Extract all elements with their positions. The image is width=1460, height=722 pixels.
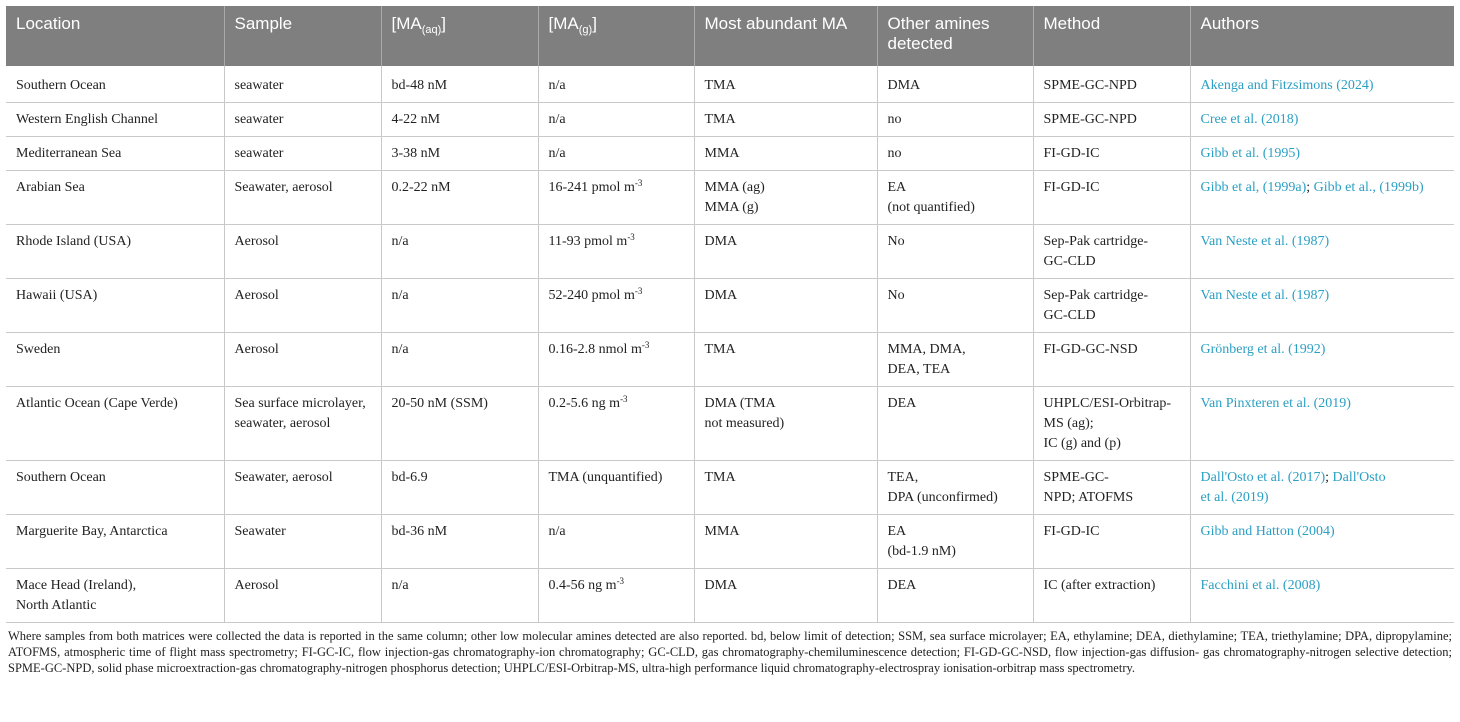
- column-header-text: Method: [1043, 14, 1101, 33]
- cell-method-line: NPD; ATOFMS: [1043, 490, 1134, 505]
- cell-authors: [1190, 387, 1454, 461]
- cell-sample: [224, 333, 381, 387]
- cell-other-amines-line: DEA: [887, 396, 917, 411]
- citation-link[interactable]: et al. (2019): [1200, 490, 1269, 505]
- cell-sample-line: Seawater, aerosol: [234, 180, 333, 195]
- cell-most-abundant-ma-line: MMA (ag): [704, 180, 765, 195]
- cell-location-line: Southern Ocean: [16, 470, 106, 485]
- cell-ma-g: [538, 461, 694, 515]
- cell-ma-g-unit-exponent: -3: [620, 394, 628, 404]
- cell-ma-g: [538, 66, 694, 103]
- cell-ma-g-value: n/a: [548, 146, 566, 161]
- cell-ma-aq: [381, 225, 538, 279]
- cell-location: [6, 333, 224, 387]
- cell-method-line: IC (g) and (p): [1043, 436, 1121, 451]
- citation-link[interactable]: Cree et al. (2018): [1200, 112, 1299, 127]
- cell-other-amines-line: EA: [887, 180, 907, 195]
- cell-authors: [1190, 515, 1454, 569]
- cell-sample: [224, 461, 381, 515]
- cell-ma-aq-line: bd-48 nM: [391, 78, 448, 93]
- cell-ma-aq: [381, 569, 538, 623]
- table-row: [6, 333, 1454, 387]
- cell-sample-line: Sea surface microlayer,: [234, 396, 366, 411]
- table-row: [6, 66, 1454, 103]
- cell-sample: [224, 569, 381, 623]
- cell-other-amines: [877, 279, 1033, 333]
- cell-sample: [224, 103, 381, 137]
- cell-ma-aq: [381, 137, 538, 171]
- cell-authors: [1190, 279, 1454, 333]
- cell-other-amines: [877, 569, 1033, 623]
- cell-ma-g-unit-exponent: -3: [641, 340, 650, 350]
- column-header-text: Location: [16, 14, 81, 33]
- cell-sample-line: Aerosol: [234, 234, 279, 249]
- cell-other-amines: [877, 225, 1033, 279]
- cell-authors: [1190, 333, 1454, 387]
- cell-ma-aq: [381, 103, 538, 137]
- cell-other-amines: [877, 515, 1033, 569]
- citation-link[interactable]: Van Neste et al. (1987): [1200, 234, 1330, 249]
- cell-ma-aq: [381, 333, 538, 387]
- cell-most-abundant-ma-line: DMA (TMA: [704, 396, 776, 411]
- cell-other-amines-line: TEA,: [887, 470, 919, 485]
- cell-location-line: Western English Channel: [16, 112, 158, 127]
- cell-location-line: Hawaii (USA): [16, 288, 98, 303]
- citation-link[interactable]: Van Neste et al. (1987): [1200, 288, 1330, 303]
- table-row: [6, 569, 1454, 623]
- cell-location-line: Mediterranean Sea: [16, 146, 122, 161]
- cell-ma-aq-line: n/a: [391, 288, 409, 303]
- cell-ma-g-unit-exponent: -3: [627, 232, 635, 242]
- cell-most-abundant-ma-line: DMA: [704, 288, 738, 303]
- table-container: [6, 6, 1454, 676]
- cell-other-amines-line: (not quantified): [887, 200, 975, 215]
- column-header-suffix: ]: [592, 14, 597, 33]
- citation-separator: ;: [1325, 470, 1333, 485]
- cell-method-line: FI-GD-IC: [1043, 146, 1100, 161]
- cell-method-line: FI-GD-GC-NSD: [1043, 342, 1138, 357]
- cell-other-amines-line: DEA, TEA: [887, 362, 951, 377]
- cell-location: [6, 171, 224, 225]
- cell-most-abundant-ma: [694, 225, 877, 279]
- column-header-method: [1033, 6, 1190, 66]
- table-row: [6, 461, 1454, 515]
- cell-sample: [224, 515, 381, 569]
- cell-ma-aq-line: bd-36 nM: [391, 524, 448, 539]
- header-row: [6, 6, 1454, 66]
- cell-most-abundant-ma: [694, 171, 877, 225]
- cell-method-line: MS (ag);: [1043, 416, 1094, 431]
- cell-most-abundant-ma-line: MMA (g): [704, 200, 759, 215]
- citation-link[interactable]: Gibb et al. (1995): [1200, 146, 1301, 161]
- cell-most-abundant-ma: [694, 279, 877, 333]
- citation-link[interactable]: Gibb and Hatton (2004): [1200, 524, 1335, 539]
- column-header-ma-aq: [381, 6, 538, 66]
- cell-ma-aq-line: 4-22 nM: [391, 112, 441, 127]
- cell-ma-g-value: n/a: [548, 524, 566, 539]
- cell-ma-g: [538, 387, 694, 461]
- cell-most-abundant-ma-line: not measured): [704, 416, 785, 431]
- cell-method-line: FI-GD-IC: [1043, 180, 1100, 195]
- cell-other-amines-line: (bd-1.9 nM): [887, 544, 956, 559]
- cell-ma-g-value: n/a: [548, 78, 566, 93]
- table-row: [6, 171, 1454, 225]
- cell-ma-aq-line: 3-38 nM: [391, 146, 441, 161]
- cell-method: [1033, 103, 1190, 137]
- column-header-other-amines-detected: [877, 6, 1033, 66]
- cell-sample: [224, 387, 381, 461]
- cell-ma-g: [538, 333, 694, 387]
- cell-location: [6, 387, 224, 461]
- cell-other-amines-line: No: [887, 234, 905, 249]
- table-row: [6, 387, 1454, 461]
- cell-method-line: Sep-Pak cartridge-: [1043, 288, 1149, 303]
- column-header-most-abundant-ma: [694, 6, 877, 66]
- cell-ma-g: [538, 137, 694, 171]
- citation-link[interactable]: Akenga and Fitzsimons (2024): [1200, 78, 1374, 93]
- cell-ma-aq: [381, 515, 538, 569]
- cell-method: [1033, 66, 1190, 103]
- cell-method-line: IC (after extraction): [1043, 578, 1156, 593]
- cell-sample: [224, 171, 381, 225]
- cell-ma-aq-line: bd-6.9: [391, 470, 428, 485]
- column-header-text: [MA: [391, 14, 422, 33]
- citation-link[interactable]: Dall'Osto: [1332, 470, 1386, 485]
- column-header-text: Other amines detected: [887, 14, 990, 53]
- cell-sample-line: seawater: [234, 146, 284, 161]
- citation-link[interactable]: Van Pinxteren et al. (2019): [1200, 396, 1351, 411]
- cell-method: [1033, 569, 1190, 623]
- cell-most-abundant-ma-line: TMA: [704, 112, 736, 127]
- cell-location: [6, 137, 224, 171]
- cell-ma-g: [538, 515, 694, 569]
- cell-sample-line: seawater, aerosol: [234, 416, 331, 431]
- cell-authors: [1190, 66, 1454, 103]
- cell-sample-line: seawater: [234, 112, 284, 127]
- citation-link[interactable]: Gibb et al., (1999b): [1313, 180, 1424, 195]
- cell-ma-aq-line: n/a: [391, 578, 409, 593]
- cell-authors: [1190, 171, 1454, 225]
- cell-other-amines: [877, 387, 1033, 461]
- cell-ma-g-value: 0.16-2.8 nmol m: [548, 342, 642, 357]
- cell-other-amines-line: MMA, DMA,: [887, 342, 966, 357]
- cell-ma-g-unit-exponent: -3: [634, 286, 643, 296]
- amines-table: [6, 6, 1454, 623]
- cell-sample-line: Seawater, aerosol: [234, 470, 333, 485]
- cell-other-amines-line: DPA (unconfirmed): [887, 490, 998, 505]
- cell-other-amines-line: No: [887, 288, 905, 303]
- cell-sample: [224, 66, 381, 103]
- column-header-ma-g: [538, 6, 694, 66]
- cell-most-abundant-ma-line: MMA: [704, 524, 740, 539]
- cell-most-abundant-ma-line: MMA: [704, 146, 740, 161]
- cell-ma-g-value: TMA (unquantified): [548, 470, 663, 485]
- cell-other-amines-line: DEA: [887, 578, 917, 593]
- cell-most-abundant-ma: [694, 461, 877, 515]
- cell-sample-line: Aerosol: [234, 342, 279, 357]
- cell-method-line: GC-CLD: [1043, 254, 1096, 269]
- cell-method: [1033, 279, 1190, 333]
- cell-sample: [224, 225, 381, 279]
- column-header-location: [6, 6, 224, 66]
- cell-location-line: Rhode Island (USA): [16, 234, 132, 249]
- cell-ma-aq-line: n/a: [391, 342, 409, 357]
- cell-other-amines-line: DMA: [887, 78, 921, 93]
- cell-method: [1033, 387, 1190, 461]
- cell-other-amines-line: no: [887, 112, 902, 127]
- cell-method-line: SPME-GC-NPD: [1043, 112, 1137, 127]
- cell-location-line: Sweden: [16, 342, 61, 357]
- column-header-text: Sample: [234, 14, 293, 33]
- cell-sample-line: Aerosol: [234, 578, 279, 593]
- cell-ma-g: [538, 225, 694, 279]
- cell-ma-aq: [381, 66, 538, 103]
- cell-location-line: Mace Head (Ireland),: [16, 578, 137, 593]
- cell-method-line: Sep-Pak cartridge-: [1043, 234, 1149, 249]
- citation-link[interactable]: Dall'Osto et al. (2017): [1200, 470, 1326, 485]
- column-header-subscript: (aq): [421, 24, 442, 36]
- table-row: [6, 137, 1454, 171]
- cell-authors: [1190, 225, 1454, 279]
- cell-other-amines: [877, 333, 1033, 387]
- cell-most-abundant-ma: [694, 515, 877, 569]
- cell-ma-aq-line: 20-50 nM (SSM): [391, 396, 488, 411]
- column-header-suffix: ]: [441, 14, 447, 33]
- cell-other-amines: [877, 461, 1033, 515]
- cell-method-line: UHPLC/ESI-Orbitrap-: [1043, 396, 1172, 411]
- citation-link[interactable]: Gibb et al, (1999a): [1200, 180, 1307, 195]
- citation-link[interactable]: Grönberg et al. (1992): [1200, 342, 1326, 357]
- cell-location-line: Marguerite Bay, Antarctica: [16, 524, 168, 539]
- cell-most-abundant-ma: [694, 569, 877, 623]
- cell-other-amines: [877, 66, 1033, 103]
- cell-most-abundant-ma: [694, 103, 877, 137]
- cell-authors: [1190, 461, 1454, 515]
- cell-method: [1033, 461, 1190, 515]
- cell-method: [1033, 515, 1190, 569]
- cell-other-amines: [877, 137, 1033, 171]
- cell-location: [6, 66, 224, 103]
- cell-ma-aq-line: n/a: [391, 234, 409, 249]
- cell-sample-line: Seawater: [234, 524, 286, 539]
- cell-ma-g-value: n/a: [548, 112, 566, 127]
- cell-other-amines: [877, 171, 1033, 225]
- cell-ma-aq: [381, 461, 538, 515]
- cell-authors: [1190, 569, 1454, 623]
- cell-ma-aq-line: 0.2-22 nM: [391, 180, 451, 195]
- cell-sample-line: Aerosol: [234, 288, 279, 303]
- cell-ma-g: [538, 171, 694, 225]
- cell-most-abundant-ma: [694, 333, 877, 387]
- cell-ma-g-value: 0.2-5.6 ng m: [548, 396, 621, 411]
- cell-most-abundant-ma-line: TMA: [704, 342, 736, 357]
- cell-sample-line: seawater: [234, 78, 284, 93]
- cell-ma-aq: [381, 279, 538, 333]
- cell-ma-g: [538, 279, 694, 333]
- table-body: [6, 66, 1454, 623]
- cell-location-line: Southern Ocean: [16, 78, 106, 93]
- cell-other-amines: [877, 103, 1033, 137]
- cell-method: [1033, 137, 1190, 171]
- cell-ma-g-value: 11-93 pmol m: [548, 234, 628, 249]
- cell-sample: [224, 279, 381, 333]
- cell-method: [1033, 333, 1190, 387]
- cell-location: [6, 225, 224, 279]
- column-header-text: [MA: [548, 14, 579, 33]
- cell-location: [6, 569, 224, 623]
- cell-most-abundant-ma-line: TMA: [704, 78, 736, 93]
- cell-authors: [1190, 137, 1454, 171]
- cell-method-line: FI-GD-IC: [1043, 524, 1100, 539]
- cell-most-abundant-ma-line: TMA: [704, 470, 736, 485]
- cell-method-line: GC-CLD: [1043, 308, 1096, 323]
- cell-other-amines-line: EA: [887, 524, 907, 539]
- cell-ma-g-value: 0.4-56 ng m: [548, 578, 617, 593]
- cell-method-line: SPME-GC-: [1043, 470, 1109, 485]
- cell-sample: [224, 137, 381, 171]
- cell-method-line: SPME-GC-NPD: [1043, 78, 1137, 93]
- cell-location: [6, 515, 224, 569]
- column-header-sample: [224, 6, 381, 66]
- cell-location: [6, 279, 224, 333]
- column-header-subscript: (g): [578, 24, 593, 36]
- cell-most-abundant-ma-line: DMA: [704, 578, 738, 593]
- cell-location-line: Atlantic Ocean (Cape Verde): [16, 396, 178, 411]
- column-header-text: Most abundant MA: [704, 14, 848, 33]
- cell-most-abundant-ma-line: DMA: [704, 234, 738, 249]
- cell-ma-aq: [381, 171, 538, 225]
- cell-most-abundant-ma: [694, 387, 877, 461]
- cell-most-abundant-ma: [694, 66, 877, 103]
- table-row: [6, 515, 1454, 569]
- table-row: [6, 225, 1454, 279]
- cell-most-abundant-ma: [694, 137, 877, 171]
- cell-method: [1033, 225, 1190, 279]
- cell-ma-g: [538, 569, 694, 623]
- cell-location-line: North Atlantic: [16, 598, 97, 613]
- table-header: [6, 6, 1454, 66]
- table-footnote: Where samples from both matrices were collected the data is reported in the same column; other low molecular amines detected are also reported. bd, below limit of detection; SSM, sea surface microlayer; EA, ethylamine; DEA, diethylamine; TEA, triethylamine; DPA, dipropylamine; ATOFMS, atmospheric time of flight mass spectrometry; FI-GC-IC, flow injection-gas chromatography-ion chromatography; GC-CLD, gas chromatography-chemiluminescence detection; FI-GD-GC-NSD, flow injection-gas diffusion- gas chromatography-nitrogen selective detection; SPME-GC-NPD, solid phase microextraction-gas chromatography-nitrogen phosphorus detection; UHPLC/ESI-Orbitrap-MS, ultra-high performance liquid chromatography-electrospray ionisation-orbitrap mass spectrometry.: [8, 629, 1452, 675]
- citation-link[interactable]: Facchini et al. (2008): [1200, 578, 1321, 593]
- citation-separator: ;: [1306, 180, 1314, 195]
- cell-method: [1033, 171, 1190, 225]
- cell-other-amines-line: no: [887, 146, 902, 161]
- cell-ma-g-value: 16-241 pmol m: [548, 180, 635, 195]
- table-row: [6, 279, 1454, 333]
- cell-ma-g-value: 52-240 pmol m: [548, 288, 635, 303]
- cell-ma-aq: [381, 387, 538, 461]
- cell-location: [6, 461, 224, 515]
- table-row: [6, 103, 1454, 137]
- column-header-text: Authors: [1200, 14, 1260, 33]
- column-header-authors: [1190, 6, 1454, 66]
- cell-location: [6, 103, 224, 137]
- cell-authors: [1190, 103, 1454, 137]
- cell-ma-g-unit-exponent: -3: [634, 178, 643, 188]
- cell-ma-g: [538, 103, 694, 137]
- cell-ma-g-unit-exponent: -3: [616, 576, 625, 586]
- cell-location-line: Arabian Sea: [16, 180, 85, 195]
